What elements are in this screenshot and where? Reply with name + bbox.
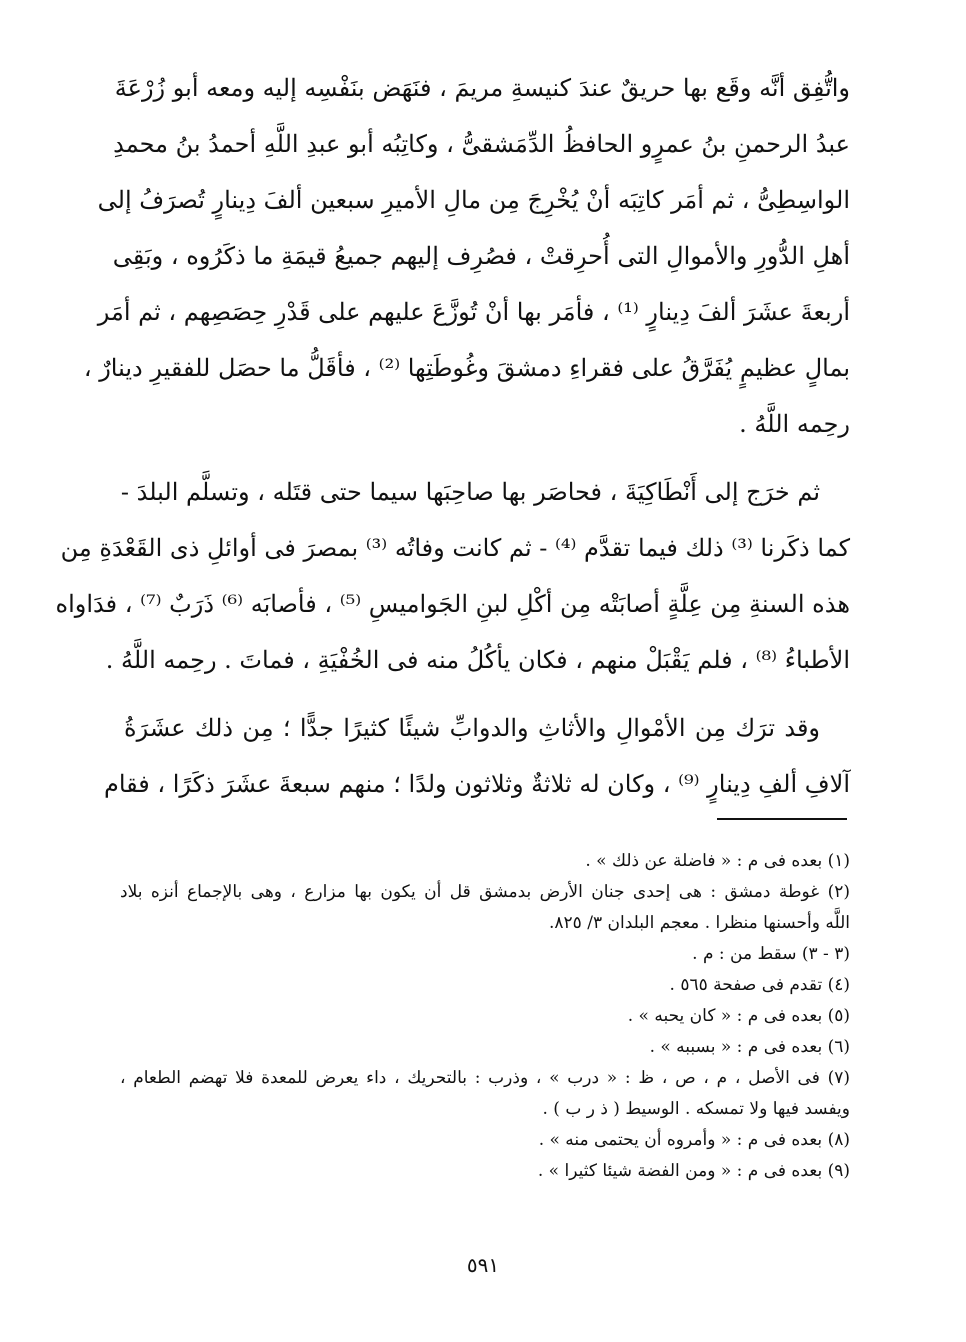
text-line: آلافِ ألفِ دِينارٍ ⁽⁹⁾ ، وكان له ثلاثةٌ وثلاثون ولدًا ؛ منهم سبعةَ عشَرَ ذكَرًا ، فقام <box>103 770 850 798</box>
paragraph-2 <box>55 464 850 688</box>
footnote-5: (٥) بعده فى م : « كان يحبه » . <box>627 1006 850 1026</box>
text-line: واتُّفِق أنَّه وقَع بها حريقٌ عندَ كنيسةِ مريمَ ، فنَهَض بنَفْسِه إليه ومعه أبو زُرْعَةَ <box>114 74 850 102</box>
paragraph-1 <box>83 60 850 452</box>
text-line: أربعةَ عشَرَ ألفَ دِينارٍ ⁽¹⁾ ، فأمَر بها أنْ تُوزَّعَ عليهم على قَدْرِ حِصَصِهم ، ثم أمَر <box>97 298 850 326</box>
text-line: ثم خرَج إلى أَنْطَاكِيَةَ ، فحاصَر بها صاحِبَها سيما حتى قتَله ، وتسلَّم البلدَ - <box>120 478 820 506</box>
footnote-7-continued: ويفسد فيها ولا تمسكه . الوسيط ( ذ ر ب ) . <box>542 1099 850 1119</box>
paragraph-3 <box>103 700 850 812</box>
footnote-divider <box>717 818 847 820</box>
footnote-8: (٨) بعده فى م : « وأمروه أن يحتمى منه » . <box>538 1130 850 1150</box>
footnote-2: (٢) غوطة دمشق : هى إحدى جنان الأرض بدمشق قل أن يكون بها مزارع ، وهى بالإجماع أنزه بلاد <box>120 882 850 902</box>
text-line: هذه السنةِ مِن عِلَّةٍ أصابَتْه مِن أكْلِ لبنِ الجَواميسِ ⁽⁵⁾ ، فأصابَه ⁽⁶⁾ ذَرَبٌ ⁽⁷⁾ ، فدَاواه <box>55 590 850 618</box>
footnotes <box>120 846 850 1187</box>
text-line: بمالٍ عظيمٍ يُفَرَّقُ على فقراءِ دمشقَ وغُوطَتِها ⁽²⁾ ، فأقَلُّ ما حصَل للفقيرِ دينارٌ ، <box>83 354 850 382</box>
footnote-4: (٤) تقدم فى صفحة ٥٦٥ . <box>669 975 850 995</box>
text-line: الأطباءُ ⁽⁸⁾ ، فلم يَقْبَلْ منهم ، فكان يأكُلُ منه فى الخُفْيَةِ ، فماتَ . رحِمه اللَّهُ . <box>105 646 850 674</box>
footnote-9: (٩) بعده فى م : « ومن الفضة شيئا كثيرا » . <box>537 1161 850 1181</box>
text-line: الواسِطِىُّ ، ثم أمَر كاتِبَه أنْ يُخْرِجَ مِن مالِ الأميرِ سبعين ألفَ دِينارٍ تُصرَفُ إلى <box>97 186 850 214</box>
footnote-7: (٧) فى الأصل ، م ، ص ، ظ : « درب » ، وذرب : بالتحريك ، داء يعرض للمعدة فلا تهضم الطعام ، <box>120 1068 850 1088</box>
footnote-6: (٦) بعده فى م : « بسببه » . <box>649 1037 850 1057</box>
footnote-3: (٣ - ٣) سقط من : م . <box>692 944 850 964</box>
text-line: أهلِ الدُّورِ والأموالِ التى أُحرِقتْ ، فصُرِف إليهم جميعُ قيمَةِ ما ذكَرُوه ، وبَقِى <box>112 242 850 270</box>
footnote-1: (١) بعده فى م : « فاضلة عن ذلك » . <box>585 851 850 871</box>
text-line: عبدُ الرحمنِ بنُ عمرٍو الحافظُ الدِّمَشقىُّ ، وكاتِبُه أبو عبدِ اللَّهِ أحمدُ بنُ محمدِ <box>113 130 850 158</box>
main-text <box>55 60 850 812</box>
text-line: كما ذكَرنا ⁽³⁾ ذلك فيما تقدَّم ⁽⁴⁾ - ثم كانت وفاتُه ⁽³⁾ بمصرَ فى أوائلِ ذى القَعْدَةِ مِن <box>60 534 850 562</box>
page-number: ٥٩١ <box>466 1253 500 1277</box>
text-line: رحِمه اللَّهُ . <box>739 410 850 438</box>
text-line: وقد ترَك مِن الأمْوالِ والأثاثِ والدوابِّ شيئًا كثيرًا جدًّا ؛ مِن ذلك عشَرَةُ <box>124 714 820 742</box>
footnote-2-continued: اللَّه وأحسنها منظرا . معجم البلدان ٣/ ٨٢٥. <box>549 913 850 933</box>
